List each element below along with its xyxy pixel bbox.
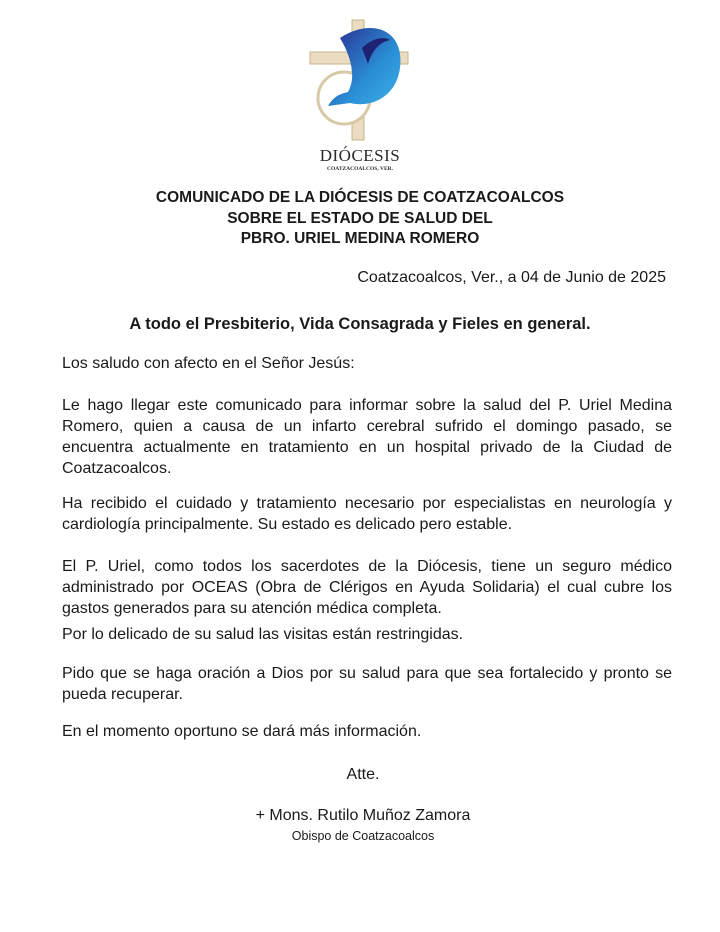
date-line: Coatzacoalcos, Ver., a 04 de Junio de 2025 xyxy=(357,269,666,286)
paragraph-visits: Por lo delicado de su salud las visitas están restringidas. xyxy=(62,626,464,643)
signature-name: + Mons. Rutilo Muñoz Zamora xyxy=(255,807,471,824)
closing: Atte. xyxy=(346,766,380,783)
paragraph-more-info: En el momento oportuno se dará más información. xyxy=(62,723,422,740)
logo-text: DIÓCESIS COATZACOALCOS, VER. xyxy=(319,146,401,172)
signature-role: Obispo de Coatzacoalcos xyxy=(291,829,435,843)
paragraph-greeting: Los saludo con afecto en el Señor Jesús: xyxy=(62,355,355,372)
paragraph-treatment: Ha recibido el cuidado y tratamiento necesario por especialistas en neurología y cardiología principalmente. Su estado es delicado pero estable. xyxy=(62,495,672,533)
paragraph-health: Le hago llegar este comunicado para informar sobre la salud del P. Uriel Medina Romero, quien a causa de un infarto cerebral sufrido el domingo pasado, se encuentra actualmente en tratamiento en un hospital privado de la Ciudad de Coatzacoalcos. xyxy=(62,397,672,477)
paragraph-insurance: El P. Uriel, como todos los sacerdotes de la Diócesis, tiene un seguro médico administrado por OCEAS (Obra de Clérigos en Ayuda Solidaria) el cual cubre los gastos generados para su atención médica completa. xyxy=(62,558,672,617)
salutation: A todo el Presbiterio, Vida Consagrada y Fieles en general. xyxy=(129,315,591,333)
paragraph-prayer: Pido que se haga oración a Dios por su salud para que sea fortalecido y pronto se pueda recuperar. xyxy=(62,665,672,703)
document-title: COMUNICADO DE LA DIÓCESIS DE COATZACOALCOS SOBRE EL ESTADO DE SALUD DEL PBRO. URIEL MEDINA ROMERO xyxy=(155,189,565,247)
diocese-logo xyxy=(300,8,420,178)
